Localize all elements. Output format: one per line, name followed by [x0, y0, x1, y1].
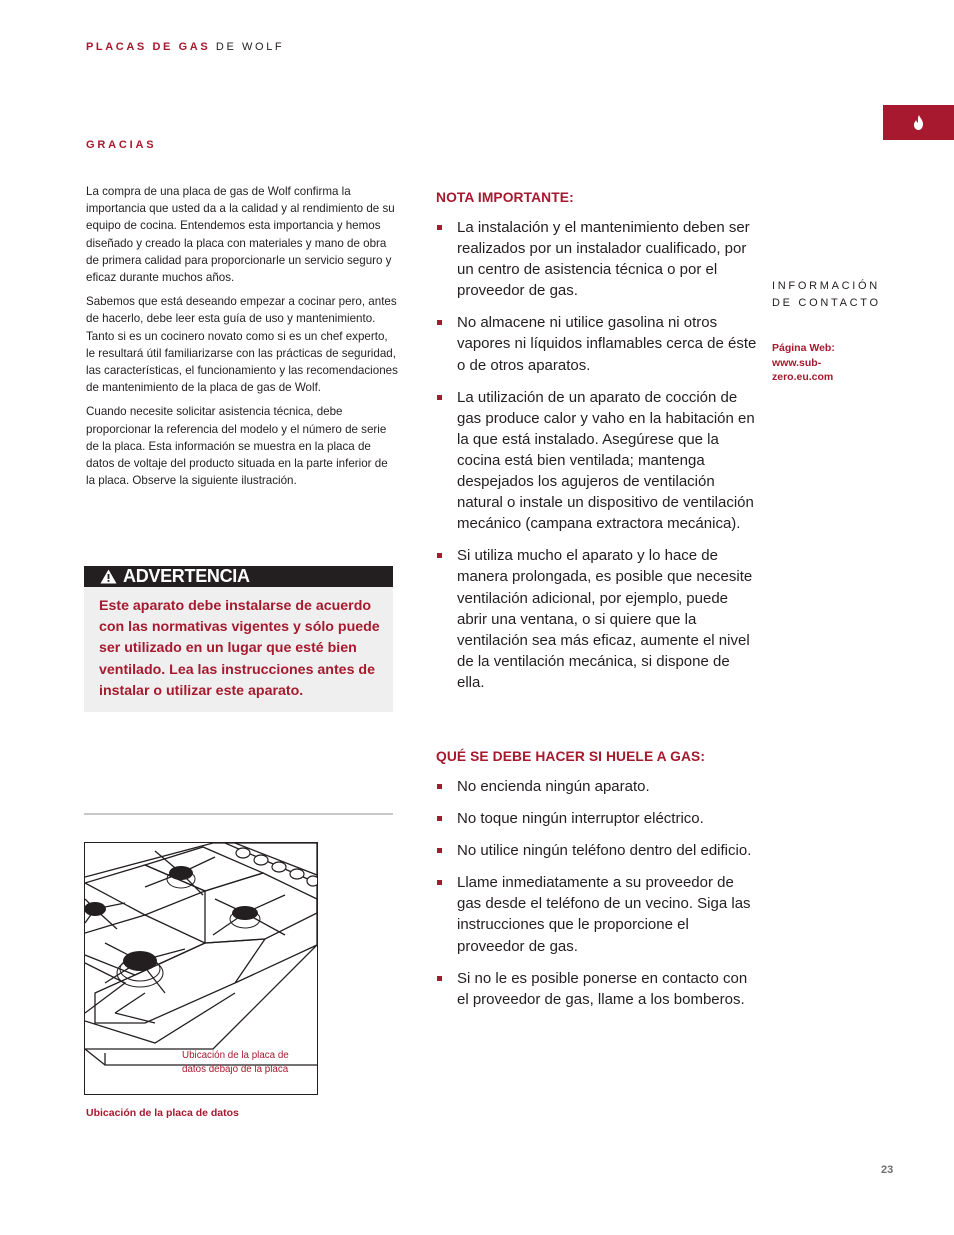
gas-smell-section: [436, 749, 758, 1021]
important-note-section: [436, 190, 758, 704]
list-item: Si utiliza mucho el aparato y lo hace de manera prolongada, es posible que necesite ventilación adicional, por ejemplo, puede abrir una ventana, o si quiere que la ventilación sea más eficaz, aumente el nivel de la ventilación mecánica, si dispone de ella.: [436, 545, 758, 693]
contact-title: [772, 278, 881, 312]
contact-title-line: INFORMACIÓN: [772, 280, 880, 292]
web-link[interactable]: www.sub-: [772, 356, 822, 369]
header-title-brand: PLACAS DE GAS: [86, 41, 211, 53]
divider: [84, 813, 393, 815]
web-link[interactable]: zero.eu.com: [772, 371, 834, 383]
important-note-heading: NOTA IMPORTANTE:: [436, 190, 574, 205]
gas-smell-heading: QUÉ SE DEBE HACER SI HUELE A GAS:: [436, 749, 706, 764]
intro-paragraph: Cuando necesite solicitar asistencia técnica, debe proporcionar la referencia del modelo y el número de serie de la placa. Esta información se muestra en la placa de datos de voltaje del producto situada en la parte inferior de la placa. Observe la siguiente ilustración.: [86, 405, 388, 488]
list-item: La instalación y el mantenimiento deben ser realizados por un instalador cualificado, por un centro de asistencia técnica o por el proveedor de gas.: [436, 217, 758, 301]
contact-web: [772, 341, 835, 385]
section-tab: [883, 105, 954, 140]
important-note-list: [436, 217, 758, 693]
warning-text: Este aparato debe instalarse de acuerdo con las normativas vigentes y sólo puede ser utilizado en un lugar que esté bien ventilado. Lea las instrucciones antes de instalar o utilizar este aparato.: [84, 587, 393, 712]
warning-triangle-icon: [100, 569, 117, 584]
list-item: No encienda ningún aparato.: [436, 776, 758, 797]
gas-smell-list: [436, 776, 758, 1010]
header-title-rest: DE WOLF: [215, 41, 285, 53]
intro-paragraph: La compra de una placa de gas de Wolf confirma la importancia que usted da a la calidad y al rendimiento de su equipo de cocina. Entendemos esta importancia y hemos diseñado y creado la placa con materiales y mano de obra de primera calidad para proporcionarle un servicio seguro y eficaz durante muchos años.: [86, 185, 395, 285]
flame-icon: [913, 115, 925, 130]
intro-text: [86, 183, 398, 496]
warning-title: ADVERTENCIA: [123, 566, 250, 586]
list-item: No utilice ningún teléfono dentro del edificio.: [436, 840, 758, 861]
illustration-caption: [182, 1049, 312, 1077]
contact-title-line: DE CONTACTO: [772, 297, 881, 309]
list-item: No almacene ni utilice gasolina ni otros vapores ni líquidos inflamables cerca de éste o de otros aparatos.: [436, 312, 758, 375]
list-item: Llame inmediatamente a su proveedor de gas desde el teléfono de un vecino. Siga las instrucciones que le proporcione el proveedor de gas.: [436, 872, 758, 956]
intro-paragraph: Sabemos que está deseando empezar a cocinar pero, antes de hacerlo, debe leer esta guía de uso y mantenimiento. Tanto si es un cocinero novato como si es un chef experto, le resultará útil familiarizarse con las prácticas de seguridad, las características, el funcionamiento y las recomendaciones de mantenimiento de la placa de gas de Wolf.: [86, 295, 398, 395]
page-number: 23: [881, 1164, 894, 1176]
figure-label: Ubicación de la placa de datos: [86, 1107, 239, 1119]
cooktop-illustration: [84, 842, 318, 1095]
list-item: La utilización de un aparato de cocción de gas produce calor y vaho en la habitación en la que está instalado. Asegúrese que la cocina está bien ventilada; mantenga despejados los agujeros de ventilación natural o instale un dispositivo de ventilación mecánico (campana extractora mecánica).: [436, 387, 758, 535]
page-header: [86, 41, 284, 53]
list-item: No toque ningún interruptor eléctrico.: [436, 808, 758, 829]
warning-box: [84, 566, 393, 712]
caption-line: Ubicación de la placa de: [182, 1050, 289, 1061]
warning-header: [84, 566, 393, 587]
caption-line: datos debajo de la placa: [182, 1064, 289, 1075]
section-title: GRACIAS: [86, 139, 157, 151]
list-item: Si no le es posible ponerse en contacto con el proveedor de gas, llame a los bomberos.: [436, 968, 758, 1010]
web-label: Página Web:: [772, 342, 835, 354]
